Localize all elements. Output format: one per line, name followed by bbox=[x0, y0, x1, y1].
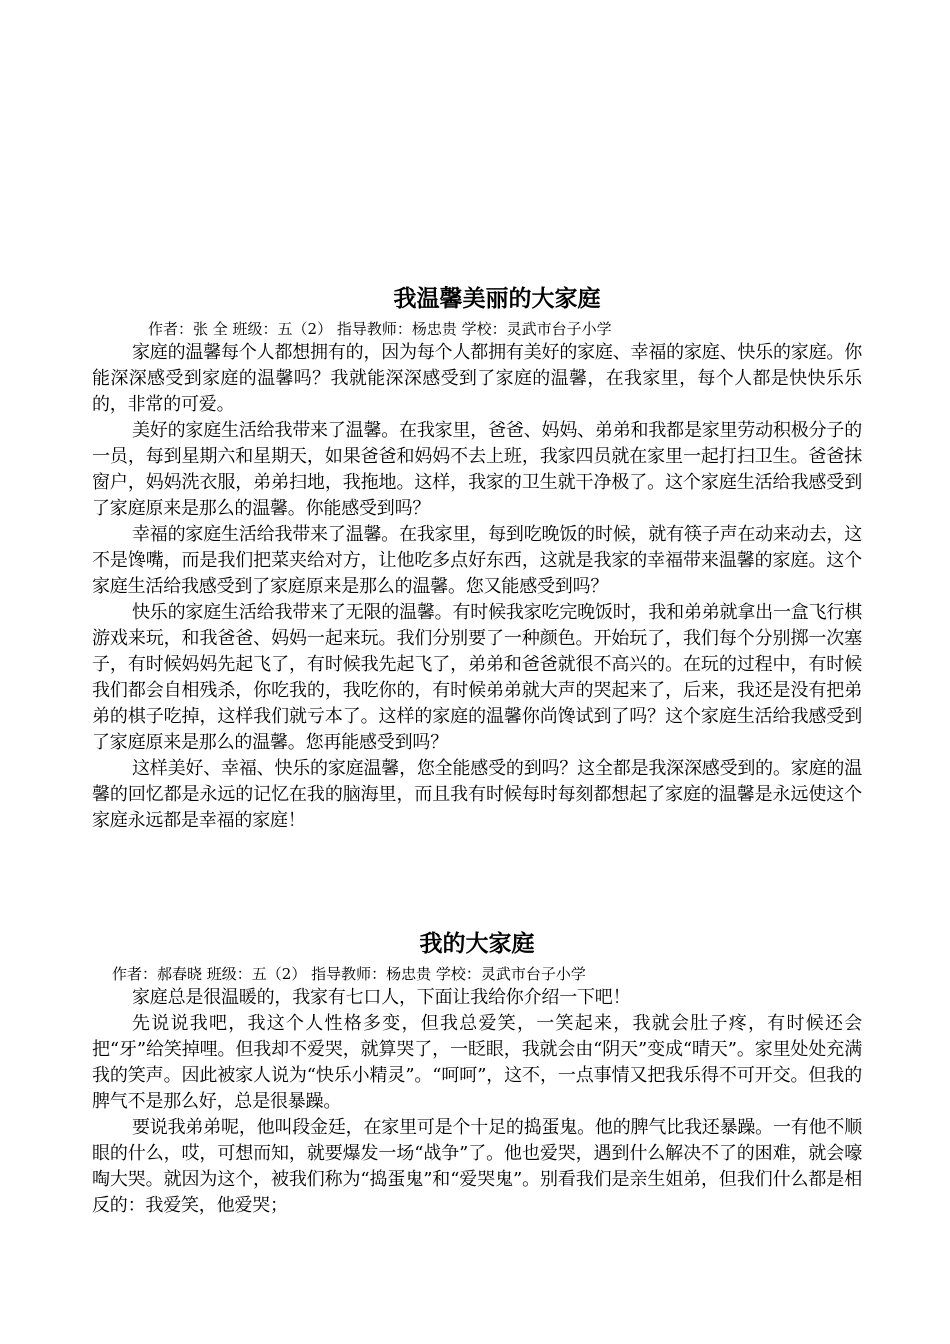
paragraph: 家庭总是很温暖的，我家有七口人，下面让我给你介绍一下吧！ bbox=[132, 987, 631, 1008]
paragraph: 要说我弟弟呢，他叫段金廷，在家里可是个十足的捣蛋鬼。他的脾气比我还暴躁。一有他不顺眼的什么，哎，可想而知，就要爆发一场“战争”了。他也爱哭，遇到什么解决不了的困难，就会嚎啕大哭。就因为这个，被我们称为“捣蛋鬼”和“爱哭鬼”。别看我们是亲生姐弟，但我们什么都是相反的：我爱笑，他爱哭； bbox=[92, 1117, 862, 1216]
paragraph: 先说说我吧，我这个人性格多变，但我总爱笑，一笑起来，我就会肚子疼，有时候还会把“牙”给笑掉哩。但我却不爱哭，就算哭了，一眨眼，我就会由“阴天”变成“晴天”。家里处处充满我的笑声。因此被家人说为“快乐小精灵”。“呵呵”，这不，一点事情又把我乐得不可开交。但我的脾气不是那么好，总是很暴躁。 bbox=[92, 1013, 862, 1112]
article-warm-family bbox=[92, 282, 862, 834]
paragraph: 快乐的家庭生活给我带来了无限的温馨。有时候我家吃完晚饭时，我和弟弟就拿出一盒飞行棋游戏来玩，和我爸爸、妈妈一起来玩。我们分别要了一种颜色。开始玩了，我们每个分别掷一次塞子，有时候妈妈先起飞了，有时候我先起飞了，弟弟和爸爸就很不高兴的。在玩的过程中，有时候我们都会自相残杀，你吃我的，我吃你的，有时候弟弟就大声的哭起来了，后来，我还是没有把弟弟的棋子吃掉，这样我们就亏本了。这样的家庭的温馨你尚馋试到了吗？这个家庭生活给我感受到了家庭原来是那么的温馨。您再能感受到吗？ bbox=[92, 602, 862, 753]
article-title: 我温馨美丽的大家庭 bbox=[393, 286, 601, 312]
paragraph: 美好的家庭生活给我带来了温馨。在我家里，爸爸、妈妈、弟弟和我都是家里劳动积极分子的一员，每到星期六和星期天，如果爸爸和妈妈不去上班，我家四员就在家里一起打扫卫生。爸爸抹窗户，妈妈洗衣服，弟弟扫地，我拖地。这样，我家的卫生就干净极了。这个家庭生活给我感受到了家庭原来是那么的温馨。你能感受到吗？ bbox=[92, 420, 862, 519]
paragraph: 幸福的家庭生活给我带来了温馨。在我家里，每到吃晚饭的时候，就有筷子声在动来动去，这不是馋嘴，而是我们把菜夹给对方，让他吃多点好东西，这就是我家的幸福带来温馨的家庭。这个家庭生活给我感受到了家庭原来是那么的温馨。您又能感受到吗？ bbox=[92, 524, 862, 597]
article-byline: 作者：郝春晓 班级：五（2） 指导教师：杨忠贵 学校：灵武市台子小学 bbox=[112, 965, 586, 983]
article-big-family bbox=[92, 927, 862, 1219]
article-title: 我的大家庭 bbox=[419, 931, 535, 957]
article-byline: 作者：张 全 班级：五（2） 指导教师：杨忠贵 学校：灵武市台子小学 bbox=[148, 320, 612, 338]
paragraph: 家庭的温馨每个人都想拥有的，因为每个人都拥有美好的家庭、幸福的家庭、快乐的家庭。你能深深感受到家庭的温馨吗？我就能深深感受到了家庭的温馨，在我家里，每个人都是快快乐乐的，非常的可爱。 bbox=[92, 342, 862, 415]
paragraph: 这样美好、幸福、快乐的家庭温馨，您全能感受的到吗？这全都是我深深感受到的。家庭的温馨的回忆都是永远的记忆在我的脑海里，而且我有时候每时每刻都想起了家庭的温馨是永远使这个家庭永远都是幸福的家庭！ bbox=[92, 758, 862, 831]
